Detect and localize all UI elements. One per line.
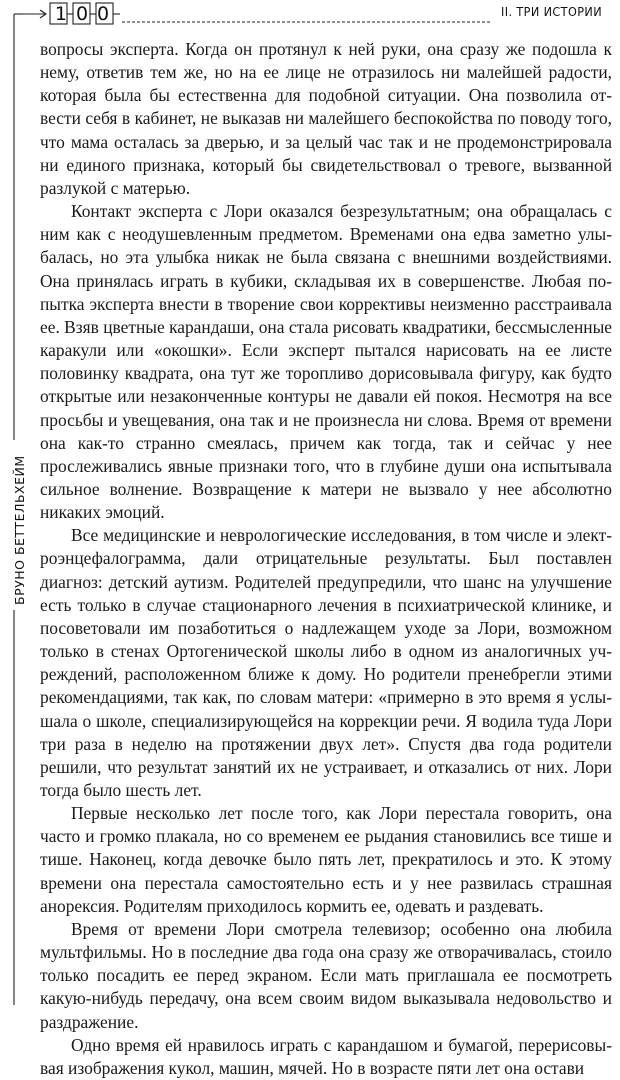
paragraph: Контакт эксперта с Лори оказался безрезультатным; она обращалась с ним как с неодушевленным предметом. Временами она едва заметно улыбалась, но эта улыбка никак не была связана с внешними воздействиями. Она принялась играть в кубики, складывая их в совершенстве. Любая попытка эксперта внести в творение свои коррективы неизменно расстраивала ее. Взяв цветные карандаши, она стала рисовать квадратики, бессмысленные каракули или «окошки». Если эксперт пытался нарисовать на ее листе половинку квадрата, она тут же торопливо дорисовывала фигуру, как будто открытые или незаконченные контуры не давали ей покоя. Несмотря на все просьбы и увещевания, она так и не произнесла ни слова. Время от времени она как-то странно смеялась, причем как тогда, так и сейчас у нее прослеживались явные признаки того, что в глубине души она испытывала сильное волнение. Возвращение к матери не вызвало у нее абсолютно никаких эмоций.: [40, 201, 612, 523]
paragraph: вопросы эксперта. Когда он протянул к ней руки, она сразу же подошла к нему, ответив тем же, но на ее лице не отразилось ни малейшей радости, которая была бы естественна для подобной ситуации. Она позволила отвести себя в кабинет, не выказав ни малейшего беспокойства по поводу того, что мама осталась за дверью, и за целый час так и не продемонстрировала ни единого признака, который бы свидетельствовал о тревоге, вызванной разлукой с матерью.: [40, 39, 612, 198]
page-body-text: [40, 38, 612, 1080]
page-header: [0, 0, 620, 30]
running-title: II. ТРИ ИСТОРИИ: [501, 4, 602, 19]
paragraph: Одно время ей нравилось играть с карандашом и бумагой, перерисовывая изображения кукол, машин, мячей. Но в возрасте пяти лет она остави: [40, 1034, 612, 1078]
side-author-band: [0, 0, 30, 1011]
paragraph: Время от времени Лори смотрела телевизор; особенно она любила мультфильмы. Но в последние два года она сразу же отворачивалась, стоило только посадить ее перед экраном. Если мать приглашала ее посмотреть какую-нибудь передачу, она всем своим видом выказывала недовольство и раздражение.: [40, 918, 612, 1032]
page-number: 100: [54, 2, 119, 25]
author-name: БРУНО БЕТТЕЛЬХЕЙМ: [12, 455, 27, 605]
paragraph: Все медицинские и неврологические исследования, в том числе и электроэнцефалограмма, дали отрицательные результаты. Был поставлен диагноз: детский аутизм. Родителей предупредили, что шанс на улучшение есть только в случае стационарного лечения в психиатрической клинике, и посоветовали им позаботиться о надлежащем уходе за Лори, возможном только в стенах Ортогенической школы либо в одном из аналогичных учреждений, расположенном ближе к дому. Но родители пренебрегли этими рекомендациями, так как, по словам матери: «примерно в это время я услышала о школе, специализирующейся на коррекции речи. Я водила туда Лори три раза в неделю на протяжении двух лет». Спустя два года родители решили, что результат занятий их не устраивает, и отказались от них. Лори тогда было шесть лет.: [40, 525, 612, 800]
paragraph: Первые несколько лет после того, как Лори перестала говорить, она часто и громко плакала, но со временем ее рыдания становились все тише и тише. Наконец, когда девочке было пять лет, прекратилось и это. К этому времени она перестала самостоятельно есть и у нее развилась страшная анорексия. Родителям приходилось кормить ее, одевать и раздевать.: [40, 803, 612, 916]
